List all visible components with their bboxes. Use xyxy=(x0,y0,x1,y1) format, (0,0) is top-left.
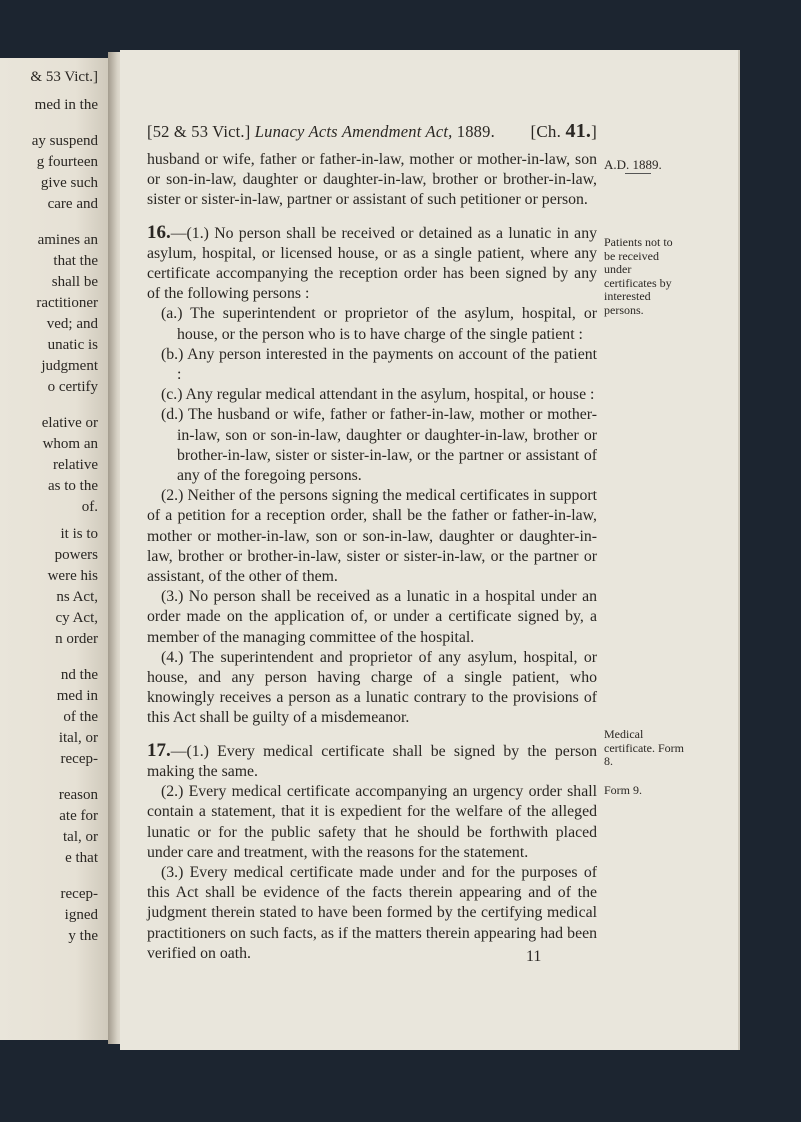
left-page-line: cy Act, xyxy=(55,610,98,626)
left-page-line: relative xyxy=(53,457,98,473)
page-body xyxy=(147,150,597,964)
section-17-paragraph-2: (2.) Every medical certificate accompanying an urgency order shall contain a statement, that it is expedient for the welfare of the alleged lunatic or for the public safety that he should be forthwith placed under care and treatment, with the reasons for the statement. xyxy=(147,783,597,861)
left-page-line: care and xyxy=(47,196,98,212)
margin-note-date: A.D. 1889. xyxy=(604,157,662,172)
section-number: 16. xyxy=(147,221,171,243)
left-page-line: it is to xyxy=(60,526,98,542)
left-page-line: o certify xyxy=(47,379,98,395)
section-16-paragraph-4: (4.) The superintendent and proprietor of any asylum, hospital, or house, and any person having charge of a single patient, who knowingly receives a person as a lunatic contrary to the provisions of this Act shall be guilty of a misdemeanor. xyxy=(147,648,597,727)
left-page-line: shall be xyxy=(51,274,98,290)
left-page-line: ved; and xyxy=(46,316,98,332)
section-number: 17. xyxy=(147,739,171,761)
left-page xyxy=(0,58,108,1040)
header-session: [52 & 53 Vict.] xyxy=(147,122,251,141)
left-page-line: g fourteen xyxy=(36,154,98,170)
running-header xyxy=(147,122,597,142)
margin-note-patients: Patients not to be received under certificates by interested persons. xyxy=(604,235,673,317)
section-16-paragraph-2: (2.) Neither of the persons signing the medical certificates in support of a petition for a reception order, shall be the father or father-in-law, mother or mother-in-law, son or son-in-law, daughter or daughter-in-law, brother or brother-in-law, sister or sister-in-law, or the partner or assistant, of the other of them. xyxy=(147,487,597,586)
margin-rule xyxy=(625,173,651,174)
left-page-line: give such xyxy=(40,175,98,191)
section-16-item-a: (a.) The superintendent or proprietor of the asylum, hospital, or house, or the person who is to have charge of the single patient : xyxy=(161,305,597,343)
left-page-line: ate for xyxy=(59,808,98,824)
section-16-paragraph-3: (3.) No person shall be received as a lunatic in a hospital under an order made on the application of, or under a certificate signed by, a member of the managing committee of the hospital. xyxy=(147,588,597,646)
left-page-line: igned xyxy=(64,907,98,923)
header-year: 1889. xyxy=(452,122,495,141)
margin-note-medical-certificate: Medical certificate. Form 8. xyxy=(604,727,684,768)
left-page-line: whom an xyxy=(42,436,98,452)
margin-note-form-9: Form 9. xyxy=(604,783,643,797)
left-page-line: & 53 Vict.] xyxy=(30,69,98,85)
intro-paragraph: husband or wife, father or father-in-law, mother or mother-in-law, son or son-in-law, daughter or daughter-in-law, brother or brother-in-law, sister or sister-in-law, partner or assistant of such petitioner or person. xyxy=(147,151,597,209)
left-page-line: ns Act, xyxy=(56,589,98,605)
left-page-line: e that xyxy=(65,850,98,866)
left-page-line: n order xyxy=(55,631,98,647)
left-page-line: of the xyxy=(63,709,98,725)
left-page-line: judgment xyxy=(41,358,98,374)
left-page-line: powers xyxy=(54,547,98,563)
section-16-item-d: (d.) The husband or wife, father or father-in-law, mother or mother-in-law, son or son-in-law, daughter or daughter-in-law, brother or brother-in-law, sister or sister-in-law, or the partner or assistant of any of the foregoing persons. xyxy=(161,406,597,485)
section-17-paragraph-1: 17.—(1.) Every medical certificate shall be signed by the person making the same. xyxy=(147,739,597,780)
section-17-paragraph-3: (3.) Every medical certificate made under and for the purposes of this Act shall be evidence of the facts therein appearing and of the judgment therein stated to have been formed by the certifying medical practitioners on such facts, as if the matters therein appearing had been verified on oath. xyxy=(147,863,597,962)
left-page-line: y the xyxy=(68,928,98,944)
left-page-line: recep- xyxy=(60,751,98,767)
left-page-line: nd the xyxy=(60,667,98,683)
left-page-line: unatic is xyxy=(47,337,98,353)
left-page-line: ital, or xyxy=(58,730,98,746)
left-page-line: ractitioner xyxy=(36,295,98,311)
left-page-line: reason xyxy=(58,787,98,803)
left-page-line: amines an xyxy=(37,232,98,248)
left-page-line: tal, or xyxy=(63,829,98,845)
left-page-line: med in xyxy=(56,688,98,704)
header-chapter: [Ch. 41.] xyxy=(530,120,597,142)
section-16-paragraph-1: 16.—(1.) No person shall be received or detained as a lunatic in any asylum, hospital, or licensed house, or as a single patient, where any certificate accompanying the reception order has been signed by any of the following persons : xyxy=(147,221,597,303)
left-page-line: were his xyxy=(47,568,98,584)
section-16-item-c: (c.) Any regular medical attendant in the asylum, hospital, or house : xyxy=(161,386,595,404)
page-number: 11 xyxy=(526,948,542,965)
left-page-line: elative or xyxy=(41,415,98,431)
left-page-line: med in the xyxy=(34,97,98,113)
left-page-line: ay suspend xyxy=(31,133,98,149)
left-page-line: of. xyxy=(81,499,98,515)
left-page-line: recep- xyxy=(60,886,98,902)
section-16-item-b: (b.) Any person interested in the payments on account of the patient : xyxy=(161,345,597,384)
left-page-line: that the xyxy=(53,253,98,269)
header-title: Lunacy Acts Amendment Act, xyxy=(254,122,453,141)
left-page-line: as to the xyxy=(48,478,98,494)
